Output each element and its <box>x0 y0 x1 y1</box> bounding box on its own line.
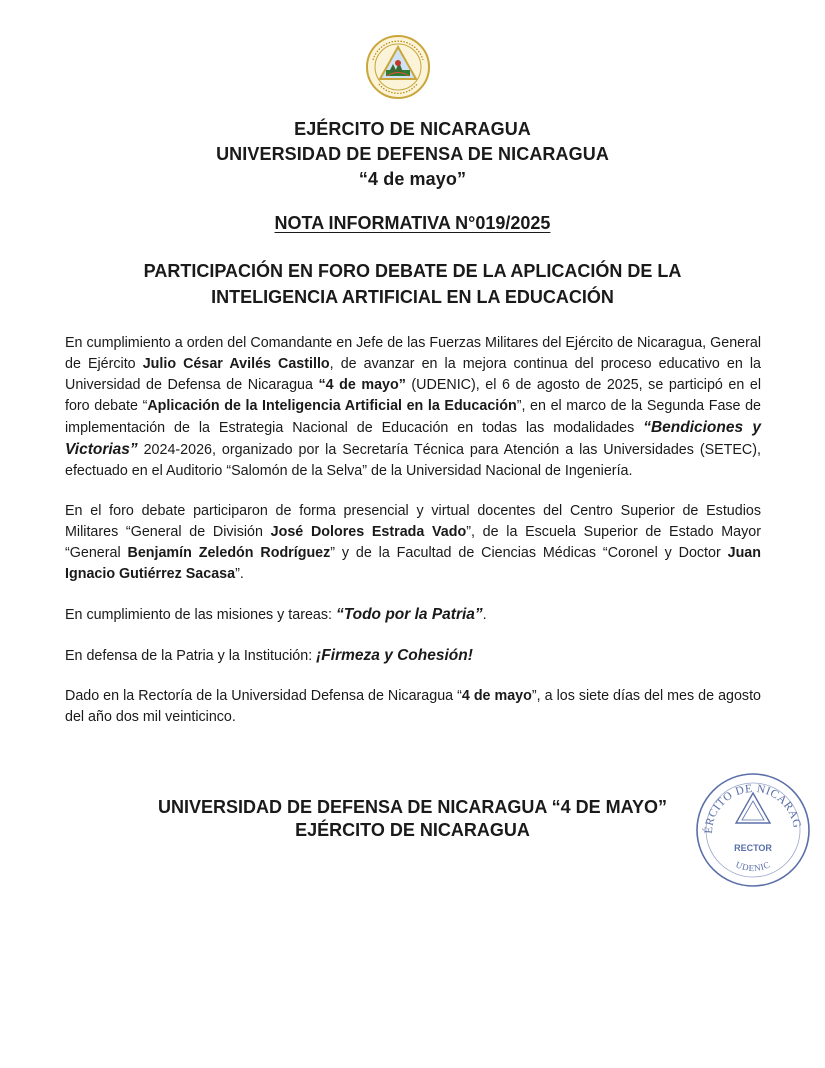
text: En el foro debate participaron de forma presencial y virtual docentes del Centro Superior de Estudios Militares “General de División <box>65 503 761 540</box>
nota-title-text: NOTA INFORMATIVA N°019/2025 <box>274 213 551 233</box>
text: . <box>482 607 487 623</box>
stamp-ring-text: ÉRCITO DE NICARAG <box>702 782 803 835</box>
header-line-motto: “4 de mayo” <box>358 169 467 189</box>
svg-text:EJÉRCITO DE NICARAGUA <box>694 771 803 834</box>
text: En cumplimiento a orden del Comandante en Jefe de las Fuerzas Militares del Ejército de Nicaragua, General de Ejército <box>65 335 761 372</box>
text: Dado en la Rectoría de la Universidad Defensa de Nicaragua “ <box>65 688 462 704</box>
bold-name: Benjamín Zeledón Rodríguez <box>127 545 331 561</box>
signature-line-university: UNIVERSIDAD DE DEFENSA DE NICARAGUA “4 DE MAYO” <box>157 797 668 817</box>
bold-motto: “4 de mayo” <box>318 377 406 393</box>
nota-title <box>0 213 825 234</box>
text: ”, a los siete días del mes de agosto del año dos mil veinticinco. <box>65 688 761 725</box>
bold-name: Juan Ignacio Gutiérrez Sacasa <box>65 545 761 582</box>
bold-italic-slogan: “Todo por la Patria” <box>335 606 483 623</box>
bold-italic-slogan: ¡Firmeza y Cohesión! <box>316 647 473 664</box>
stamp-center-text: RECTOR <box>734 843 772 853</box>
bold-motto: 4 de mayo <box>461 688 532 704</box>
paragraph-3 <box>65 604 761 626</box>
text: , de avanzar en la mejora continua del proceso educativo en la Universidad de Defensa de Nicaragua <box>65 356 761 393</box>
text: ” y de la Facultad de Ciencias Médicas “Coronel y Doctor <box>330 545 728 561</box>
paragraph-5 <box>65 686 761 728</box>
bold-name: José Dolores Estrada Vado <box>270 524 467 540</box>
paragraph-4 <box>65 645 761 667</box>
bold-name: Julio César Avilés Castillo <box>142 356 330 372</box>
header-line-university: UNIVERSIDAD DE DEFENSA DE NICARAGUA <box>216 144 609 164</box>
subject-line-1: PARTICIPACIÓN EN FORO DEBATE DE LA APLICACIÓN DE LA <box>143 261 682 281</box>
text: 2024-2026, organizado por la Secretaría Técnica para Atención a las Universidades (SETEC), efectuado en el Auditorio “Salomón de la Selva” de la Universidad Nacional de Ingeniería. <box>65 442 761 479</box>
paragraph-1 <box>65 333 761 482</box>
header-line-army: EJÉRCITO DE NICARAGUA <box>294 119 531 139</box>
document-header <box>0 117 825 192</box>
coat-of-arms-seal <box>365 34 431 100</box>
signature-line-army: EJÉRCITO DE NICARAGUA <box>295 820 530 840</box>
text: ”. <box>235 566 244 582</box>
rector-stamp <box>694 771 812 889</box>
paragraph-2 <box>65 501 761 585</box>
text: En cumplimiento de las misiones y tareas: <box>65 607 336 623</box>
text: ”, en el marco de la Segunda Fase de implementación de la Estrategia Nacional de Educación en todas las modalidades <box>65 398 761 436</box>
bold-forum-title: Aplicación de la Inteligencia Artificial en la Educación <box>147 398 517 414</box>
bold-italic-slogan: “Bendiciones y Victorias” <box>65 419 761 458</box>
subject-line-2: INTELIGENCIA ARTIFICIAL EN LA EDUCACIÓN <box>211 287 614 307</box>
subject-heading <box>60 258 765 310</box>
svg-text:UDENIC <box>734 859 771 873</box>
text: (UDENIC), el 6 de agosto de 2025, se participó en el foro debate “ <box>65 377 761 414</box>
text: ”, de la Escuela Superior de Estado Mayor “General <box>65 524 761 561</box>
stamp-bottom-text: UDENIC <box>734 859 772 874</box>
document-body <box>65 333 761 747</box>
text: En defensa de la Patria y la Institución: <box>65 648 317 664</box>
